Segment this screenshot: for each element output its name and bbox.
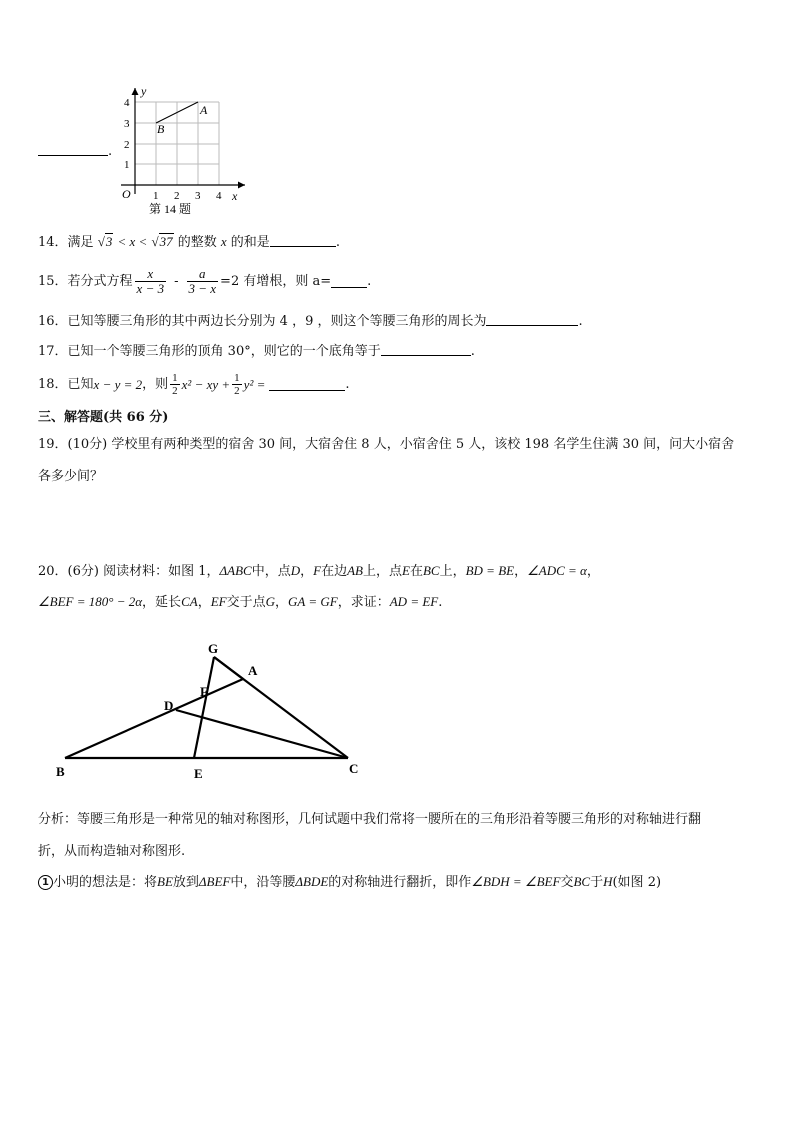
- q14-inequality: < x <: [117, 234, 148, 249]
- x-tick-1: 1: [153, 190, 159, 202]
- q13-answer-line: [38, 143, 112, 160]
- line-dc: [176, 710, 348, 758]
- triangle-figure: [40, 635, 380, 785]
- q14-text: 的整数: [177, 235, 217, 250]
- equation-ga-gf: GA = GF: [288, 594, 338, 609]
- label-d: D: [164, 698, 174, 713]
- figure-caption: 第 14 题: [149, 202, 192, 216]
- q18-mid: ，则: [142, 376, 169, 392]
- q14-var: x: [220, 234, 227, 249]
- question-15: [38, 267, 371, 296]
- question-19-line1: 19．(10分) 学校里有两种类型的宿舍 30 间，大宿舍住 8 人，小宿舍住 5 人，该校 198 名学生住满 30 间，问大小宿舍: [38, 437, 735, 452]
- q13-period: .: [108, 144, 113, 159]
- q15-period: .: [367, 273, 372, 289]
- fraction-one-half-2: $\frac{1}{2}$: [234, 372, 240, 397]
- y-tick-3: 3: [124, 118, 130, 130]
- angle-bdh-bef: ∠BDH = ∠BEF: [471, 874, 561, 889]
- line-ge: [194, 657, 214, 758]
- y-tick-4: 4: [124, 97, 130, 109]
- coordinate-grid-figure: [115, 82, 255, 218]
- question-18: [38, 372, 350, 397]
- question-20-line1: 20．(6分) 阅读材料：如图 1，ΔABC中，点D，F在边AB上，点E在BC上，BD = BE，∠ADC = α，: [38, 563, 600, 579]
- label-g: G: [208, 641, 219, 656]
- label-f: F: [200, 684, 208, 699]
- point-a-label: A: [200, 103, 208, 117]
- question-19-line2: 各多少间？: [38, 469, 104, 484]
- x-tick-2: 2: [174, 190, 180, 202]
- q14-period: .: [335, 235, 340, 250]
- angle-bef: ∠BEF = 180° − 2α: [38, 594, 143, 609]
- answer-blank[interactable]: [269, 378, 345, 391]
- xiaoming-idea: 1 小明的想法是：将BE放到ΔBEF中，沿等腰ΔBDE的对称轴进行翻折，即作∠BDH = ∠BEF交BC于H(如图 2): [38, 874, 661, 891]
- analysis-line1: 分析：等腰三角形是一种常见的轴对称图形，几何试题中我们常将一腰所在的三角形沿着等腰三角形的对称轴进行翻: [38, 812, 702, 827]
- fraction-x-over-x-minus-3: $\frac{x}{x - 3}$: [136, 266, 165, 296]
- sqrt-37: √37: [151, 234, 173, 249]
- q15-minus: -: [174, 273, 179, 289]
- q15-rhs: =2 有增根，则 a=: [220, 273, 332, 289]
- q16-period: .: [578, 314, 583, 329]
- y-tick-2: 2: [124, 139, 130, 151]
- line-ag: [214, 657, 243, 679]
- y-axis-label: y: [141, 84, 147, 98]
- label-c: C: [349, 761, 359, 776]
- q18-expr2: y² =: [243, 376, 266, 392]
- x-axis-label: x: [232, 189, 238, 203]
- angle-adc: ∠ADC = α: [527, 563, 587, 578]
- triangle-abc: ΔABC: [219, 563, 252, 578]
- equation-bd-be: BD = BE: [465, 563, 515, 578]
- analysis-line2: 折，从而构造轴对称图形.: [38, 844, 186, 859]
- section-3-heading: 三、解答题(共 66 分): [38, 410, 169, 425]
- q18-number: 18．已知: [38, 376, 94, 392]
- question-14: [38, 234, 340, 251]
- label-a: A: [248, 663, 258, 678]
- x-tick-3: 3: [195, 190, 201, 202]
- answer-blank[interactable]: [381, 343, 471, 356]
- y-tick-1: 1: [124, 159, 130, 171]
- circled-number-1: 1: [38, 875, 53, 890]
- answer-blank[interactable]: [38, 143, 108, 156]
- question-16: [38, 313, 583, 330]
- side-ba: [65, 679, 243, 758]
- fraction-a-over-3-minus-x: $\frac{a}{3 - x}$: [188, 266, 217, 296]
- sqrt-3: √3: [97, 234, 113, 249]
- point-b-label: B: [157, 122, 165, 136]
- q15-number: 15．若分式方程: [38, 273, 133, 289]
- label-b: B: [56, 764, 65, 779]
- q17-text: 17．已知一个等腰三角形的顶角 30°，则它的一个底角等于: [38, 344, 381, 359]
- q18-expr1: x² − xy +: [181, 376, 231, 392]
- answer-blank[interactable]: [486, 313, 578, 326]
- fraction-one-half: $\frac{1}{2}$: [172, 372, 178, 397]
- q14-text2: 的和是: [230, 235, 270, 250]
- answer-blank[interactable]: [331, 275, 367, 288]
- q18-condition: x − y = 2: [93, 376, 143, 392]
- q16-text: 16．已知等腰三角形的其中两边长分别为 4 ，9 ，则这个等腰三角形的周长为: [38, 314, 487, 329]
- question-20-line2: ∠BEF = 180° − 2α，延长CA，EF交于点G，GA = GF，求证：AD = EF.: [38, 594, 443, 610]
- q17-period: .: [470, 344, 475, 359]
- question-17: [38, 343, 475, 360]
- q14-number: 14．满足: [38, 235, 94, 250]
- answer-blank[interactable]: [270, 234, 336, 247]
- x-tick-4: 4: [216, 190, 222, 202]
- label-e: E: [194, 766, 203, 781]
- origin-label: O: [122, 187, 131, 201]
- equation-ad-ef: AD = EF: [389, 594, 439, 609]
- q18-period: .: [345, 376, 350, 392]
